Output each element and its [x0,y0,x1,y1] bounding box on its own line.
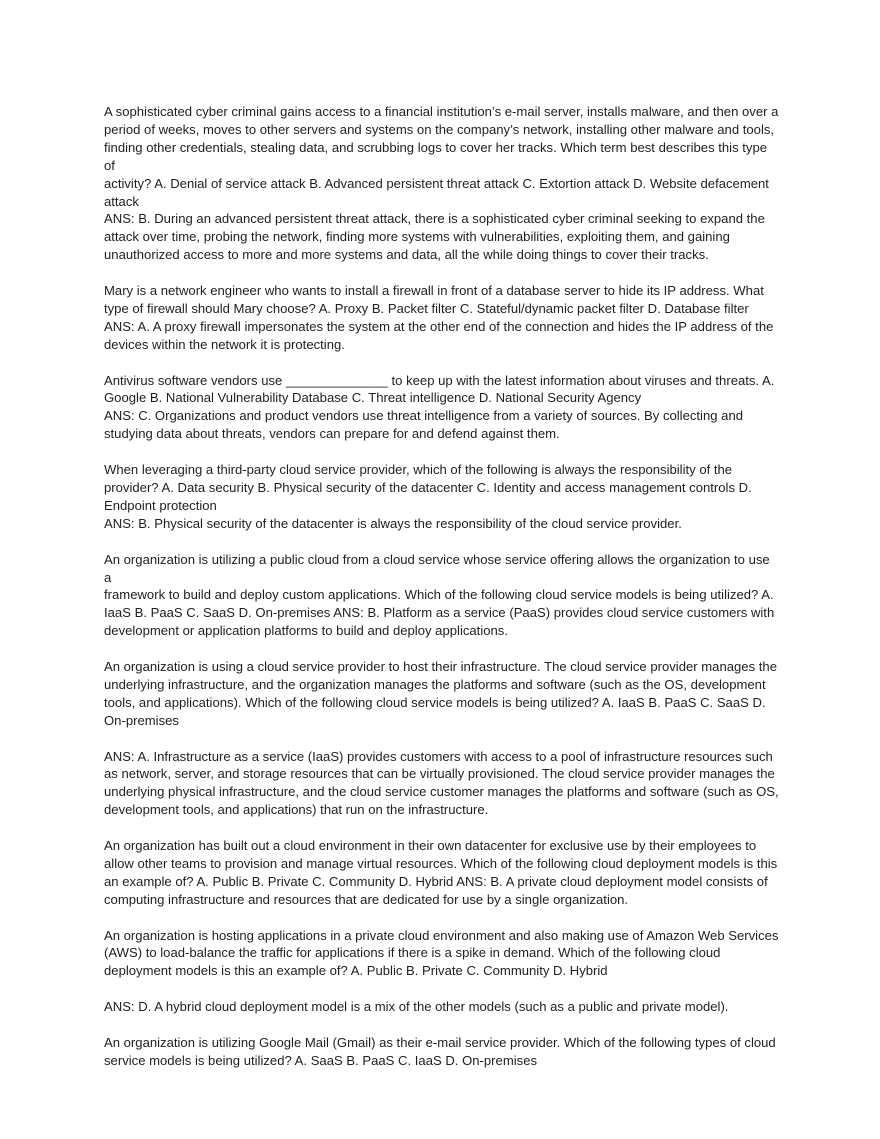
qa-paragraph-1 [104,103,780,264]
qa-paragraph-4 [104,461,780,533]
qa-paragraph-3 [104,372,780,444]
text-line: computing infrastructure and resources that are dedicated for use by a single organization. [104,891,629,907]
answer-line: ANS: A. A proxy firewall impersonates the system at the other end of the connection and hides the IP address of the [104,318,774,334]
text-line: On-premises [104,712,179,728]
document-page [104,103,780,1088]
text-line: service models is being utilized? A. SaaS B. PaaS C. IaaS D. On-premises [104,1052,538,1068]
answer-line: devices within the network it is protecting. [104,336,345,352]
answer-line: ANS: B. During an advanced persistent threat attack, there is a sophisticated cyber criminal seeking to expand the [104,211,765,227]
text-line: An organization has built out a cloud environment in their own datacenter for exclusive use by their employees to [104,838,757,854]
answer-line: ANS: D. A hybrid cloud deployment model is a mix of the other models (such as a public and private model). [104,999,729,1015]
text-line: an example of? A. Public B. Private C. Community D. Hybrid ANS: B. A private cloud deployment model consists of [104,873,768,889]
text-line: deployment models is this an example of? A. Public B. Private C. Community D. Hybrid [104,963,608,979]
qa-paragraph-2 [104,282,780,354]
text-line: framework to build and deploy custom applications. Which of the following cloud service models is being utilized? A. [104,587,774,603]
text-line: type of firewall should Mary choose? A. Proxy B. Packet filter C. Stateful/dynamic packet filter D. Database filter [104,300,749,316]
text-line: Endpoint protection [104,497,217,513]
text-line: A sophisticated cyber criminal gains access to a financial institution’s e-mail server, installs malware, and then over a [104,104,779,119]
text-line: provider? A. Data security B. Physical security of the datacenter C. Identity and access management controls D. [104,479,752,495]
answer-line: ANS: B. Physical security of the datacenter is always the responsibility of the cloud service provider. [104,515,682,531]
text-line: allow other teams to provision and manage virtual resources. Which of the following cloud deployment models is this [104,855,778,871]
answer-line: development tools, and applications) that run on the infrastructure. [104,802,489,818]
text-line: underlying infrastructure, and the organization manages the platforms and software (such as the OS, development [104,676,766,692]
text-line: period of weeks, moves to other servers and systems on the company’s network, installing other malware and tools, [104,121,775,137]
text-line: An organization is hosting applications in a private cloud environment and also making use of Amazon Web Services [104,927,779,943]
text-line: Antivirus software vendors use ______________ to keep up with the latest information about viruses and threats. A. [104,372,775,388]
answer-line: studying data about threats, vendors can prepare for and defend against them. [104,426,560,442]
text-line: development or application platforms to build and deploy applications. [104,623,508,639]
answer-line: ANS: A. Infrastructure as a service (IaaS) provides customers with access to a pool of infrastructure resources such [104,748,773,764]
answer-line: ANS: C. Organizations and product vendors use threat intelligence from a variety of sources. By collecting and [104,408,744,424]
text-line: An organization is utilizing a public cloud from a cloud service whose service offering allows the organization to use a [104,551,770,585]
answer-line: as network, server, and storage resources that can be virtually provisioned. The cloud service provider manages the [104,766,775,782]
answer-line: underlying physical infrastructure, and the cloud service customer manages the platforms and software (such as OS, [104,784,779,800]
text-line: tools, and applications). Which of the following cloud service models is being utilized? A. IaaS B. PaaS C. SaaS D. [104,694,766,710]
qa-paragraph-7 [104,837,780,909]
text-line: Google B. National Vulnerability Database C. Threat intelligence D. National Security Agency [104,390,642,406]
text-line: finding other credentials, stealing data, and scrubbing logs to cover her tracks. Which term best describes this type of [104,139,768,173]
answer-paragraph-8 [104,998,780,1016]
text-line: (AWS) to load-balance the traffic for applications if there is a spike in demand. Which of the following cloud [104,945,721,961]
text-line: An organization is using a cloud service provider to host their infrastructure. The cloud service provider manages the [104,659,777,675]
qa-paragraph-5 [104,551,780,641]
qa-paragraph-6 [104,658,780,730]
qa-paragraph-9 [104,1034,780,1070]
text-line: activity? A. Denial of service attack B. Advanced persistent threat attack C. Extortion attack D. Website defacement [104,175,769,191]
text-line: An organization is utilizing Google Mail (Gmail) as their e-mail service provider. Which of the following types of cloud [104,1034,776,1050]
text-line: Mary is a network engineer who wants to install a firewall in front of a database server to hide its IP address. What [104,283,764,299]
text-line: When leveraging a third-party cloud service provider, which of the following is always the responsibility of the [104,462,733,478]
qa-paragraph-8 [104,927,780,981]
answer-line: attack over time, probing the network, finding more systems with vulnerabilities, exploiting them, and gaining [104,229,730,245]
text-line: attack [104,193,139,209]
answer-paragraph-6 [104,748,780,820]
answer-line: unauthorized access to more and more systems and data, all the while doing things to cover their tracks. [104,247,709,263]
text-line: IaaS B. PaaS C. SaaS D. On-premises ANS: B. Platform as a service (PaaS) provides cloud service customers with [104,605,775,621]
